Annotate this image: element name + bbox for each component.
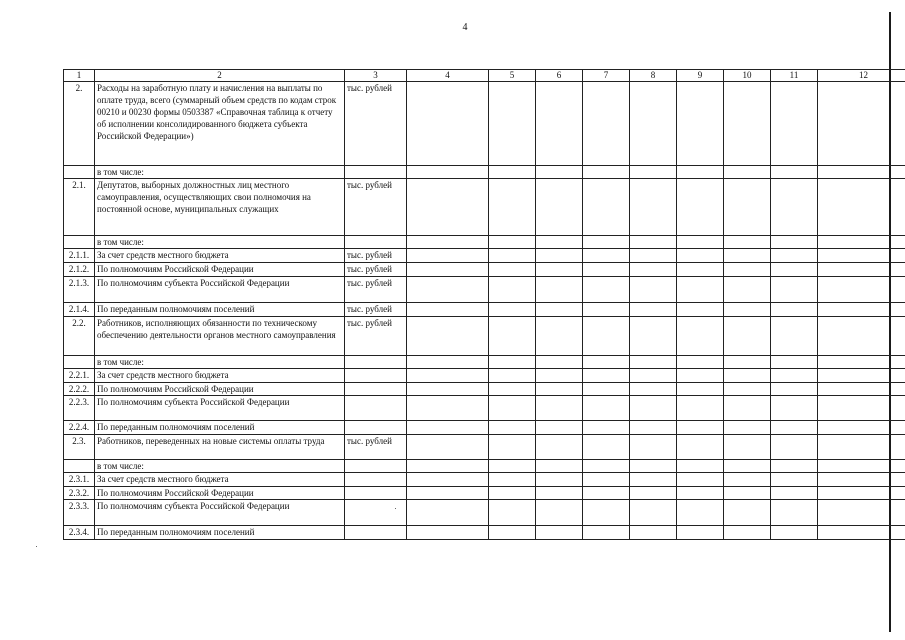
value-cell bbox=[407, 383, 489, 396]
scan-speck bbox=[36, 546, 37, 547]
value-cell bbox=[818, 166, 905, 179]
table-row bbox=[64, 421, 905, 435]
value-cell bbox=[818, 249, 905, 263]
value-cell bbox=[677, 317, 724, 356]
row-name: По переданным полномочиям поселений bbox=[95, 421, 345, 435]
row-unit: тыс. рублей bbox=[345, 179, 407, 236]
table-row bbox=[64, 460, 905, 473]
value-cell bbox=[583, 277, 630, 303]
value-cell bbox=[630, 166, 677, 179]
value-cell bbox=[771, 263, 818, 277]
value-cell bbox=[489, 435, 536, 460]
row-number: 2.2.4. bbox=[64, 421, 95, 435]
table-row bbox=[64, 356, 905, 369]
row-name: За счет средств местного бюджета bbox=[95, 369, 345, 383]
row-unit bbox=[345, 356, 407, 369]
value-cell bbox=[677, 396, 724, 421]
value-cell bbox=[536, 263, 583, 277]
row-unit: тыс. рублей bbox=[345, 263, 407, 277]
value-cell bbox=[724, 236, 771, 249]
value-cell bbox=[536, 526, 583, 540]
value-cell bbox=[724, 487, 771, 500]
value-cell bbox=[771, 249, 818, 263]
value-cell bbox=[407, 526, 489, 540]
table-row bbox=[64, 249, 905, 263]
value-cell bbox=[583, 356, 630, 369]
table-row bbox=[64, 396, 905, 421]
value-cell bbox=[771, 303, 818, 317]
column-header: 12 bbox=[818, 70, 905, 82]
value-cell bbox=[489, 179, 536, 236]
value-cell bbox=[677, 435, 724, 460]
row-name: в том числе: bbox=[95, 460, 345, 473]
value-cell bbox=[771, 396, 818, 421]
value-cell bbox=[818, 435, 905, 460]
value-cell bbox=[489, 487, 536, 500]
value-cell bbox=[583, 435, 630, 460]
value-cell bbox=[536, 82, 583, 166]
value-cell bbox=[818, 179, 905, 236]
value-cell bbox=[583, 249, 630, 263]
row-name: Расходы на заработную плату и начисления на выплаты по оплате труда, всего (суммарный объем средств по кодам строк 00210 и 00230 формы 0503387 «Справочная таблица к отчету об исполнении консолидированного бюджета субъекта Российской Федерации») bbox=[95, 82, 345, 166]
value-cell bbox=[583, 166, 630, 179]
value-cell bbox=[489, 383, 536, 396]
value-cell bbox=[630, 396, 677, 421]
value-cell bbox=[583, 369, 630, 383]
column-header: 1 bbox=[64, 70, 95, 82]
table-row bbox=[64, 526, 905, 540]
value-cell bbox=[724, 500, 771, 526]
page-number: 4 bbox=[462, 22, 468, 33]
row-unit bbox=[345, 166, 407, 179]
value-cell bbox=[407, 369, 489, 383]
column-header: 2 bbox=[95, 70, 345, 82]
value-cell bbox=[677, 249, 724, 263]
value-cell bbox=[818, 473, 905, 487]
value-cell bbox=[724, 421, 771, 435]
row-unit: тыс. рублей bbox=[345, 249, 407, 263]
value-cell bbox=[489, 82, 536, 166]
row-unit: тыс. рублей bbox=[345, 303, 407, 317]
value-cell bbox=[489, 526, 536, 540]
value-cell bbox=[818, 500, 905, 526]
value-cell bbox=[724, 383, 771, 396]
value-cell bbox=[489, 473, 536, 487]
column-header: 8 bbox=[630, 70, 677, 82]
table-row bbox=[64, 166, 905, 179]
value-cell bbox=[818, 526, 905, 540]
value-cell bbox=[818, 82, 905, 166]
value-cell bbox=[489, 236, 536, 249]
column-header: 10 bbox=[724, 70, 771, 82]
value-cell bbox=[724, 303, 771, 317]
value-cell bbox=[771, 82, 818, 166]
column-header: 7 bbox=[583, 70, 630, 82]
value-cell bbox=[407, 317, 489, 356]
value-cell bbox=[407, 500, 489, 526]
value-cell bbox=[489, 421, 536, 435]
row-name: Работников, исполняющих обязанности по техническому обеспечению деятельности органов местного самоуправления bbox=[95, 317, 345, 356]
value-cell bbox=[407, 435, 489, 460]
row-unit bbox=[345, 487, 407, 500]
table-row bbox=[64, 435, 905, 460]
table-row bbox=[64, 303, 905, 317]
value-cell bbox=[536, 166, 583, 179]
row-number: 2.2.1. bbox=[64, 369, 95, 383]
row-unit bbox=[345, 526, 407, 540]
value-cell bbox=[771, 369, 818, 383]
row-unit bbox=[345, 460, 407, 473]
row-name: По полномочиям субъекта Российской Федерации bbox=[95, 277, 345, 303]
value-cell bbox=[677, 236, 724, 249]
value-cell bbox=[677, 82, 724, 166]
table-row bbox=[64, 473, 905, 487]
value-cell bbox=[630, 179, 677, 236]
value-cell bbox=[489, 317, 536, 356]
value-cell bbox=[536, 421, 583, 435]
value-cell bbox=[677, 369, 724, 383]
value-cell bbox=[489, 166, 536, 179]
row-number: 2.1.3. bbox=[64, 277, 95, 303]
row-number: 2.3.4. bbox=[64, 526, 95, 540]
row-unit bbox=[345, 236, 407, 249]
value-cell bbox=[771, 179, 818, 236]
table-row bbox=[64, 236, 905, 249]
value-cell bbox=[630, 369, 677, 383]
value-cell bbox=[489, 369, 536, 383]
row-name: По полномочиям Российской Федерации bbox=[95, 263, 345, 277]
value-cell bbox=[583, 460, 630, 473]
value-cell bbox=[724, 356, 771, 369]
value-cell bbox=[724, 460, 771, 473]
value-cell bbox=[536, 317, 583, 356]
value-cell bbox=[724, 369, 771, 383]
value-cell bbox=[771, 473, 818, 487]
value-cell bbox=[677, 487, 724, 500]
value-cell bbox=[818, 277, 905, 303]
value-cell bbox=[724, 317, 771, 356]
column-header: 11 bbox=[771, 70, 818, 82]
value-cell bbox=[724, 179, 771, 236]
value-cell bbox=[407, 277, 489, 303]
value-cell bbox=[630, 356, 677, 369]
column-header: 9 bbox=[677, 70, 724, 82]
row-name: За счет средств местного бюджета bbox=[95, 473, 345, 487]
value-cell bbox=[630, 421, 677, 435]
row-unit bbox=[345, 383, 407, 396]
value-cell bbox=[583, 396, 630, 421]
row-name: По полномочиям субъекта Российской Федерации bbox=[95, 396, 345, 421]
row-number bbox=[64, 166, 95, 179]
value-cell bbox=[536, 356, 583, 369]
value-cell bbox=[536, 383, 583, 396]
value-cell bbox=[407, 460, 489, 473]
column-number-row bbox=[64, 70, 905, 82]
row-name: По полномочиям субъекта Российской Федерации bbox=[95, 500, 345, 526]
column-header: 3 bbox=[345, 70, 407, 82]
row-number bbox=[64, 236, 95, 249]
value-cell bbox=[724, 82, 771, 166]
value-cell bbox=[536, 396, 583, 421]
row-number: 2.3.3. bbox=[64, 500, 95, 526]
value-cell bbox=[630, 526, 677, 540]
row-number: 2.1. bbox=[64, 179, 95, 236]
value-cell bbox=[583, 487, 630, 500]
value-cell bbox=[583, 179, 630, 236]
column-header: 4 bbox=[407, 70, 489, 82]
value-cell bbox=[407, 263, 489, 277]
value-cell bbox=[630, 473, 677, 487]
row-name: За счет средств местного бюджета bbox=[95, 249, 345, 263]
value-cell bbox=[818, 396, 905, 421]
value-cell bbox=[489, 303, 536, 317]
value-cell bbox=[724, 435, 771, 460]
table-row bbox=[64, 487, 905, 500]
value-cell bbox=[489, 249, 536, 263]
value-cell bbox=[489, 460, 536, 473]
value-cell bbox=[724, 526, 771, 540]
table-row bbox=[64, 383, 905, 396]
row-number bbox=[64, 460, 95, 473]
value-cell bbox=[818, 317, 905, 356]
table-row bbox=[64, 500, 905, 526]
value-cell bbox=[630, 500, 677, 526]
row-name: в том числе: bbox=[95, 166, 345, 179]
value-cell bbox=[630, 303, 677, 317]
value-cell bbox=[407, 473, 489, 487]
row-name: Работников, переведенных на новые системы оплаты труда bbox=[95, 435, 345, 460]
row-name: По полномочиям Российской Федерации bbox=[95, 383, 345, 396]
value-cell bbox=[818, 383, 905, 396]
row-number: 2.1.1. bbox=[64, 249, 95, 263]
row-name: Депутатов, выборных должностных лиц местного самоуправления, осуществляющих свои полномочия на постоянной основе, муниципальных служащих bbox=[95, 179, 345, 236]
table-body bbox=[64, 70, 905, 540]
row-unit bbox=[345, 500, 407, 526]
value-cell bbox=[489, 396, 536, 421]
value-cell bbox=[536, 487, 583, 500]
row-number: 2. bbox=[64, 82, 95, 166]
value-cell bbox=[818, 487, 905, 500]
value-cell bbox=[407, 356, 489, 369]
value-cell bbox=[489, 500, 536, 526]
value-cell bbox=[583, 317, 630, 356]
row-unit: тыс. рублей bbox=[345, 82, 407, 166]
row-unit bbox=[345, 473, 407, 487]
value-cell bbox=[771, 236, 818, 249]
row-unit: тыс. рублей bbox=[345, 435, 407, 460]
row-unit bbox=[345, 396, 407, 421]
value-cell bbox=[677, 473, 724, 487]
value-cell bbox=[677, 277, 724, 303]
value-cell bbox=[583, 236, 630, 249]
value-cell bbox=[818, 263, 905, 277]
value-cell bbox=[724, 166, 771, 179]
value-cell bbox=[536, 303, 583, 317]
value-cell bbox=[724, 263, 771, 277]
row-name: По переданным полномочиям поселений bbox=[95, 526, 345, 540]
value-cell bbox=[771, 500, 818, 526]
report-table bbox=[63, 69, 905, 540]
table-row bbox=[64, 369, 905, 383]
value-cell bbox=[677, 166, 724, 179]
row-unit bbox=[345, 369, 407, 383]
value-cell bbox=[677, 460, 724, 473]
value-cell bbox=[771, 421, 818, 435]
value-cell bbox=[489, 356, 536, 369]
value-cell bbox=[407, 396, 489, 421]
table-row bbox=[64, 263, 905, 277]
value-cell bbox=[724, 249, 771, 263]
value-cell bbox=[536, 435, 583, 460]
value-cell bbox=[630, 277, 677, 303]
value-cell bbox=[630, 249, 677, 263]
value-cell bbox=[630, 236, 677, 249]
value-cell bbox=[771, 277, 818, 303]
value-cell bbox=[630, 317, 677, 356]
value-cell bbox=[407, 249, 489, 263]
row-name: в том числе: bbox=[95, 356, 345, 369]
value-cell bbox=[818, 369, 905, 383]
value-cell bbox=[489, 263, 536, 277]
value-cell bbox=[677, 383, 724, 396]
value-cell bbox=[677, 179, 724, 236]
value-cell bbox=[771, 526, 818, 540]
value-cell bbox=[407, 303, 489, 317]
row-unit: тыс. рублей bbox=[345, 277, 407, 303]
value-cell bbox=[677, 263, 724, 277]
row-number: 2.3.1. bbox=[64, 473, 95, 487]
row-unit bbox=[345, 421, 407, 435]
row-number: 2.3. bbox=[64, 435, 95, 460]
value-cell bbox=[724, 473, 771, 487]
value-cell bbox=[630, 435, 677, 460]
value-cell bbox=[724, 277, 771, 303]
row-unit: тыс. рублей bbox=[345, 317, 407, 356]
value-cell bbox=[583, 473, 630, 487]
row-name: По переданным полномочиям поселений bbox=[95, 303, 345, 317]
value-cell bbox=[818, 236, 905, 249]
table-row bbox=[64, 317, 905, 356]
value-cell bbox=[818, 356, 905, 369]
value-cell bbox=[583, 303, 630, 317]
value-cell bbox=[818, 460, 905, 473]
value-cell bbox=[630, 263, 677, 277]
value-cell bbox=[536, 236, 583, 249]
value-cell bbox=[771, 435, 818, 460]
value-cell bbox=[407, 421, 489, 435]
value-cell bbox=[536, 369, 583, 383]
value-cell bbox=[583, 500, 630, 526]
value-cell bbox=[536, 277, 583, 303]
value-cell bbox=[407, 179, 489, 236]
value-cell bbox=[677, 356, 724, 369]
value-cell bbox=[583, 421, 630, 435]
value-cell bbox=[818, 421, 905, 435]
value-cell bbox=[583, 383, 630, 396]
value-cell bbox=[407, 82, 489, 166]
value-cell bbox=[583, 82, 630, 166]
value-cell bbox=[630, 383, 677, 396]
value-cell bbox=[489, 277, 536, 303]
value-cell bbox=[407, 487, 489, 500]
table-row bbox=[64, 82, 905, 166]
row-number: 2.1.4. bbox=[64, 303, 95, 317]
value-cell bbox=[677, 500, 724, 526]
row-number: 2.2. bbox=[64, 317, 95, 356]
value-cell bbox=[771, 356, 818, 369]
value-cell bbox=[771, 460, 818, 473]
column-header: 5 bbox=[489, 70, 536, 82]
value-cell bbox=[677, 421, 724, 435]
value-cell bbox=[771, 317, 818, 356]
value-cell bbox=[536, 179, 583, 236]
value-cell bbox=[677, 303, 724, 317]
value-cell bbox=[677, 526, 724, 540]
value-cell bbox=[818, 303, 905, 317]
value-cell bbox=[630, 487, 677, 500]
row-number bbox=[64, 356, 95, 369]
value-cell bbox=[407, 236, 489, 249]
value-cell bbox=[771, 383, 818, 396]
row-number: 2.3.2. bbox=[64, 487, 95, 500]
value-cell bbox=[771, 487, 818, 500]
value-cell bbox=[724, 396, 771, 421]
value-cell bbox=[583, 526, 630, 540]
table-row bbox=[64, 179, 905, 236]
row-number: 2.2.2. bbox=[64, 383, 95, 396]
row-name: По полномочиям Российской Федерации bbox=[95, 487, 345, 500]
value-cell bbox=[536, 460, 583, 473]
table-row bbox=[64, 277, 905, 303]
value-cell bbox=[536, 249, 583, 263]
column-header: 6 bbox=[536, 70, 583, 82]
value-cell bbox=[630, 82, 677, 166]
row-number: 2.2.3. bbox=[64, 396, 95, 421]
row-name: в том числе: bbox=[95, 236, 345, 249]
value-cell bbox=[771, 166, 818, 179]
value-cell bbox=[630, 460, 677, 473]
value-cell bbox=[583, 263, 630, 277]
value-cell bbox=[407, 166, 489, 179]
value-cell bbox=[536, 500, 583, 526]
row-number: 2.1.2. bbox=[64, 263, 95, 277]
value-cell bbox=[536, 473, 583, 487]
